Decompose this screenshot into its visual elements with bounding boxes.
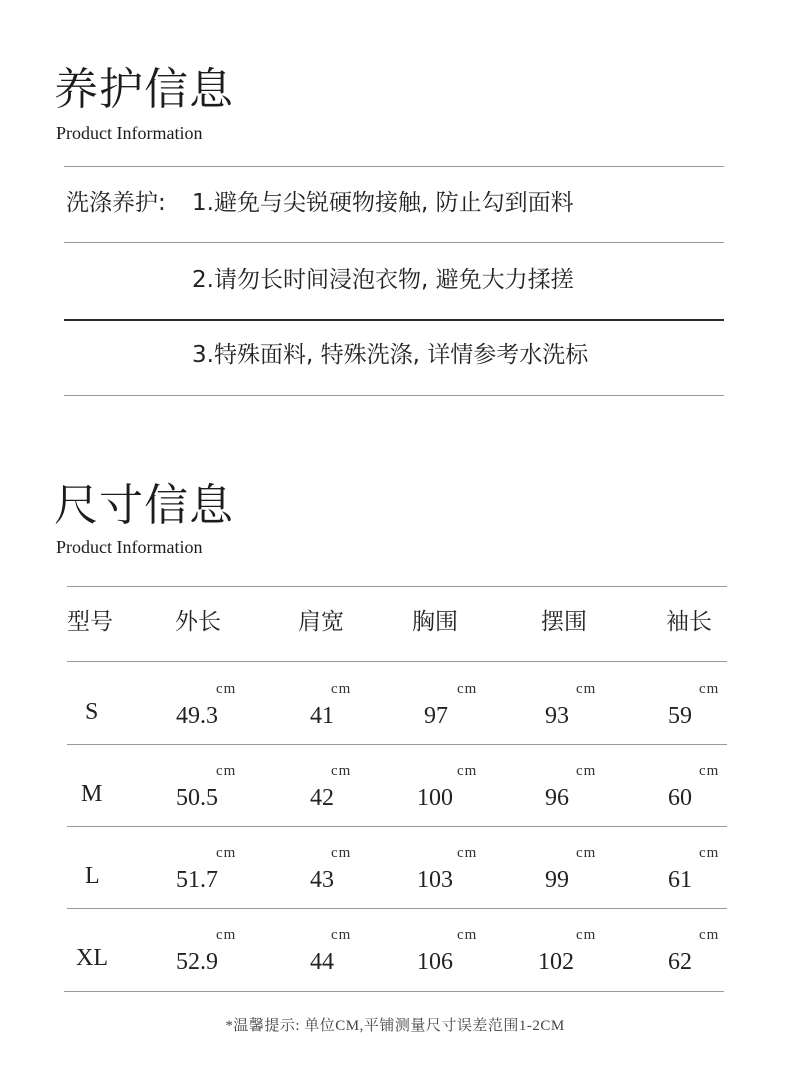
- unit: cm: [576, 763, 597, 779]
- unit: cm: [331, 845, 352, 861]
- value-cell: [668, 762, 778, 812]
- unit: cm: [699, 927, 720, 943]
- unit: cm: [576, 845, 597, 861]
- care-item: 1.避免与尖锐硬物接触, 防止勾到面料: [192, 190, 574, 216]
- value-cell: [176, 762, 286, 812]
- table-divider: [67, 908, 727, 909]
- table-divider: [67, 826, 727, 827]
- value-cell: [668, 680, 778, 730]
- value: 61: [668, 867, 692, 893]
- value: 60: [668, 785, 692, 811]
- header-length: 外长: [175, 609, 221, 635]
- divider: [64, 166, 724, 167]
- unit: cm: [216, 763, 237, 779]
- table-top-border: [67, 586, 727, 587]
- unit: cm: [457, 681, 478, 697]
- care-title: 养护信息: [54, 64, 234, 115]
- size-title: 尺寸信息: [54, 480, 234, 531]
- unit: cm: [699, 763, 720, 779]
- value: 103: [417, 867, 453, 893]
- size-label: L: [85, 863, 100, 889]
- value-cell: [310, 680, 420, 730]
- value: 102: [538, 949, 574, 975]
- unit: cm: [331, 763, 352, 779]
- value: 41: [310, 703, 334, 729]
- care-row: [64, 340, 724, 370]
- value: 99: [545, 867, 569, 893]
- value: 42: [310, 785, 334, 811]
- value: 50.5: [176, 785, 218, 811]
- table-bottom-border: [64, 991, 724, 992]
- value: 62: [668, 949, 692, 975]
- value-cell: [176, 926, 286, 976]
- value: 93: [545, 703, 569, 729]
- care-label: 洗涤养护:: [66, 190, 166, 216]
- header-shoulder: 肩宽: [298, 609, 344, 635]
- value-cell: [668, 844, 778, 894]
- value: 43: [310, 867, 334, 893]
- divider: [64, 242, 724, 243]
- size-subtitle: Product Information: [56, 537, 203, 557]
- value: 59: [668, 703, 692, 729]
- size-label: S: [85, 699, 99, 725]
- care-row: [64, 265, 724, 295]
- header-model: 型号: [67, 609, 113, 635]
- value-cell: [417, 926, 527, 976]
- unit: cm: [216, 681, 237, 697]
- value: 52.9: [176, 949, 218, 975]
- unit: cm: [216, 845, 237, 861]
- value-cell: [545, 762, 655, 812]
- value: 96: [545, 785, 569, 811]
- header-sleeve: 袖长: [666, 609, 712, 635]
- value-cell: [538, 926, 648, 976]
- size-label: XL: [76, 945, 108, 971]
- unit: cm: [457, 845, 478, 861]
- care-row: [64, 188, 724, 218]
- table-divider: [67, 661, 727, 662]
- value: 49.3: [176, 703, 218, 729]
- value: 106: [417, 949, 453, 975]
- unit: cm: [457, 927, 478, 943]
- header-chest: 胸围: [412, 609, 458, 635]
- size-note: *温馨提示: 单位CM,平铺测量尺寸误差范围1-2CM: [225, 1018, 565, 1034]
- value-cell: [424, 680, 534, 730]
- care-item: 2.请勿长时间浸泡衣物, 避免大力揉搓: [192, 267, 574, 293]
- care-subtitle: Product Information: [56, 123, 203, 143]
- value-cell: [310, 926, 420, 976]
- care-item: 3.特殊面料, 特殊洗涤, 详情参考水洗标: [192, 342, 589, 368]
- value-cell: [417, 844, 527, 894]
- value-cell: [668, 926, 778, 976]
- value-cell: [545, 680, 655, 730]
- size-label: M: [81, 781, 103, 807]
- value-cell: [545, 844, 655, 894]
- value-cell: [310, 844, 420, 894]
- unit: cm: [331, 927, 352, 943]
- value: 51.7: [176, 867, 218, 893]
- header-hem: 摆围: [541, 609, 587, 635]
- unit: cm: [576, 681, 597, 697]
- value-cell: [310, 762, 420, 812]
- unit: cm: [331, 681, 352, 697]
- value-cell: [176, 844, 286, 894]
- table-divider: [67, 744, 727, 745]
- unit: cm: [216, 927, 237, 943]
- unit: cm: [576, 927, 597, 943]
- value: 44: [310, 949, 334, 975]
- value-cell: [176, 680, 286, 730]
- divider: [64, 395, 724, 396]
- value-cell: [417, 762, 527, 812]
- unit: cm: [457, 763, 478, 779]
- divider: [64, 319, 724, 321]
- value: 100: [417, 785, 453, 811]
- value: 97: [424, 703, 448, 729]
- unit: cm: [699, 681, 720, 697]
- unit: cm: [699, 845, 720, 861]
